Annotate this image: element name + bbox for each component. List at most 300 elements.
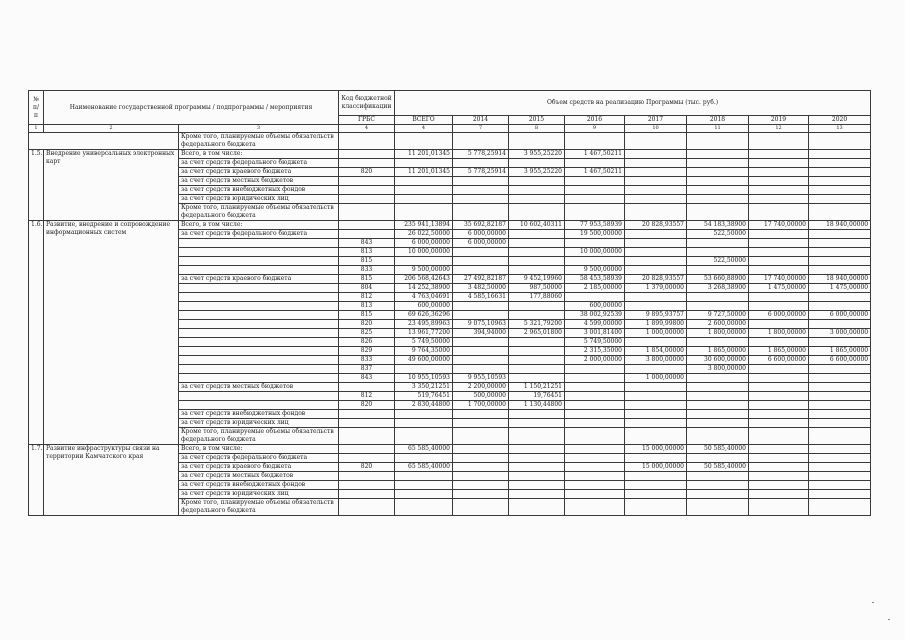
amount-cell (453, 347, 509, 356)
amount-cell (687, 239, 749, 248)
amount-cell: 69 626,36296 (395, 311, 453, 320)
grbs-code-cell (339, 481, 395, 490)
funding-source-label (179, 257, 339, 266)
amount-cell: 65 585,40000 (395, 445, 453, 454)
amount-cell: 50 585,40000 (687, 445, 749, 454)
amount-cell: 9 452,19960 (509, 275, 565, 284)
amount-cell: 3 800,00000 (625, 356, 687, 365)
grbs-code-cell (339, 221, 395, 230)
amount-cell: 600,00000 (565, 302, 625, 311)
amount-cell (509, 347, 565, 356)
funding-source-label: за счет средств местных бюджетов (179, 472, 339, 481)
amount-cell (453, 356, 509, 365)
amount-cell: 2 965,01800 (509, 329, 565, 338)
amount-cell (395, 454, 453, 463)
index-cell: 1 (29, 125, 44, 133)
table-row (29, 445, 871, 454)
amount-cell (749, 374, 809, 383)
amount-cell: 2 200,00000 (453, 383, 509, 392)
amount-cell (687, 150, 749, 159)
funding-source-label (179, 374, 339, 383)
funding-source-label (179, 347, 339, 356)
amount-cell (687, 159, 749, 168)
grbs-code-cell (339, 177, 395, 186)
amount-cell: 1 800,00000 (687, 329, 749, 338)
amount-cell (453, 302, 509, 311)
funding-source-label: за счет средств краевого бюджета (179, 168, 339, 177)
amount-cell (687, 195, 749, 204)
amount-cell (749, 204, 809, 221)
amount-cell: 1 854,00000 (625, 347, 687, 356)
amount-cell (687, 392, 749, 401)
grbs-code-cell (339, 445, 395, 454)
amount-cell: 6 600,00000 (749, 356, 809, 365)
amount-cell: 5 778,25914 (453, 150, 509, 159)
amount-cell (625, 490, 687, 499)
amount-cell (395, 410, 453, 419)
section-name: Развитие инфраструктуры связи на территории Камчатского края (44, 445, 179, 516)
amount-cell (749, 481, 809, 490)
amount-cell (625, 150, 687, 159)
amount-cell (625, 168, 687, 177)
amount-cell: 1 467,50211 (565, 168, 625, 177)
amount-cell (509, 499, 565, 516)
amount-cell (809, 374, 871, 383)
funding-source-label: Всего, в том числе: (179, 221, 339, 230)
amount-cell (749, 401, 809, 410)
amount-cell (509, 374, 565, 383)
amount-cell (809, 168, 871, 177)
header-year-2017: 2017 (625, 116, 687, 125)
header-program-name: Наименование государственной программы / подпрограммы / мероприятия (44, 91, 339, 125)
amount-cell (395, 177, 453, 186)
amount-cell: 9 075,10963 (453, 320, 509, 329)
amount-cell: 6 000,00000 (749, 311, 809, 320)
amount-cell (509, 133, 565, 150)
funding-source-label (179, 320, 339, 329)
scan-speck (888, 619, 890, 620)
amount-cell (509, 248, 565, 257)
amount-cell (509, 428, 565, 445)
amount-cell: 11 201,01345 (395, 150, 453, 159)
header-year-2018: 2018 (687, 116, 749, 125)
amount-cell (395, 490, 453, 499)
amount-cell (453, 159, 509, 168)
amount-cell: 18 940,00000 (809, 221, 871, 230)
funding-source-label (179, 329, 339, 338)
grbs-code-cell (339, 490, 395, 499)
amount-cell: 3 000,00000 (809, 329, 871, 338)
amount-cell (749, 454, 809, 463)
amount-cell (809, 133, 871, 150)
amount-cell: 6 600,00000 (809, 356, 871, 365)
amount-cell (453, 499, 509, 516)
grbs-code-cell (339, 204, 395, 221)
amount-cell (395, 133, 453, 150)
amount-cell (687, 374, 749, 383)
amount-cell (687, 168, 749, 177)
index-cell: 4 (395, 125, 453, 133)
amount-cell (565, 410, 625, 419)
amount-cell: 1 700,00000 (453, 401, 509, 410)
amount-cell (453, 490, 509, 499)
amount-cell: 394,94000 (453, 329, 509, 338)
funding-source-label (179, 293, 339, 302)
amount-cell (749, 239, 809, 248)
amount-cell: 65 585,40000 (395, 463, 453, 472)
amount-cell (453, 419, 509, 428)
amount-cell (809, 490, 871, 499)
amount-cell (749, 266, 809, 275)
amount-cell (749, 302, 809, 311)
grbs-code-cell (339, 410, 395, 419)
amount-cell (565, 490, 625, 499)
amount-cell (749, 168, 809, 177)
amount-cell: 3 955,25220 (509, 168, 565, 177)
amount-cell (509, 239, 565, 248)
amount-cell (809, 481, 871, 490)
amount-cell: 4 763,04691 (395, 293, 453, 302)
empty-cell (29, 133, 179, 150)
amount-cell: 10 000,00000 (395, 248, 453, 257)
grbs-code-cell: 826 (339, 338, 395, 347)
amount-cell (687, 248, 749, 257)
amount-cell (625, 195, 687, 204)
amount-cell (395, 257, 453, 266)
amount-cell: 6 000,00000 (395, 239, 453, 248)
index-cell: 10 (625, 125, 687, 133)
amount-cell (453, 428, 509, 445)
amount-cell: 5 749,50000 (565, 338, 625, 347)
amount-cell (395, 159, 453, 168)
index-cell: 2 (44, 125, 179, 133)
amount-cell: 987,50000 (509, 284, 565, 293)
amount-cell (687, 472, 749, 481)
amount-cell (509, 177, 565, 186)
index-cell: 13 (809, 125, 871, 133)
amount-cell: 6 000,00000 (809, 311, 871, 320)
header-funding-volume: Объем средств на реализацию Программы (тыс. руб.) (395, 91, 871, 116)
amount-cell (625, 454, 687, 463)
amount-cell: 10 955,10593 (395, 374, 453, 383)
amount-cell: 58 453,58939 (565, 275, 625, 284)
table-row (29, 221, 871, 230)
amount-cell: 9 764,35000 (395, 347, 453, 356)
header-total: ВСЕГО (395, 116, 453, 125)
program-funding-table (28, 90, 871, 516)
amount-cell (625, 419, 687, 428)
index-cell: 12 (749, 125, 809, 133)
index-cell: 7 (453, 125, 509, 133)
amount-cell: 1 150,21251 (509, 383, 565, 392)
funding-source-label: Всего, в том числе: (179, 445, 339, 454)
section-name: Развитие, внедрение и сопровождение информационных систем (44, 221, 179, 445)
amount-cell (809, 248, 871, 257)
amount-cell (809, 454, 871, 463)
funding-source-label: Всего, в том числе: (179, 150, 339, 159)
amount-cell (565, 186, 625, 195)
amount-cell (809, 230, 871, 239)
amount-cell (749, 499, 809, 516)
amount-cell: 6 000,00000 (453, 230, 509, 239)
amount-cell (453, 133, 509, 150)
amount-cell (453, 266, 509, 275)
funding-source-label: за счет средств внебюджетных фондов (179, 481, 339, 490)
amount-cell (687, 293, 749, 302)
section-number: 1.7. (29, 445, 44, 516)
amount-cell: 4 585,16631 (453, 293, 509, 302)
amount-cell (509, 159, 565, 168)
amount-cell: 5 749,50000 (395, 338, 453, 347)
amount-cell: 50 585,40000 (687, 463, 749, 472)
amount-cell (565, 293, 625, 302)
amount-cell (749, 490, 809, 499)
grbs-code-cell: 820 (339, 168, 395, 177)
amount-cell: 1 800,00000 (749, 329, 809, 338)
amount-cell (809, 419, 871, 428)
header-grbs: ГРБС (339, 116, 395, 125)
amount-cell: 2 315,35000 (565, 347, 625, 356)
funding-source-label: Кроме того, планируемые объемы обязательств федерального бюджета (179, 204, 339, 221)
header-year-2020: 2020 (809, 116, 871, 125)
amount-cell (809, 266, 871, 275)
amount-cell: 9 500,00000 (395, 266, 453, 275)
amount-cell (687, 266, 749, 275)
amount-cell (749, 419, 809, 428)
amount-cell (625, 302, 687, 311)
amount-cell (809, 186, 871, 195)
amount-cell (565, 374, 625, 383)
amount-cell: 5 321,79200 (509, 320, 565, 329)
amount-cell: 1 000,00000 (625, 374, 687, 383)
amount-cell (687, 338, 749, 347)
grbs-code-cell: 813 (339, 248, 395, 257)
grbs-code-cell: 820 (339, 401, 395, 410)
funding-source-label (179, 284, 339, 293)
amount-cell: 6 000,00000 (453, 239, 509, 248)
amount-cell (453, 338, 509, 347)
amount-cell (565, 383, 625, 392)
funding-source-label: Кроме того, планируемые объемы обязательств федерального бюджета (179, 428, 339, 445)
amount-cell: 9 500,00000 (565, 266, 625, 275)
grbs-code-cell: 825 (339, 329, 395, 338)
amount-cell (625, 481, 687, 490)
amount-cell (453, 481, 509, 490)
amount-cell (395, 428, 453, 445)
funding-source-label (179, 338, 339, 347)
amount-cell (809, 239, 871, 248)
amount-cell (453, 365, 509, 374)
amount-cell (565, 454, 625, 463)
funding-source-label: за счет средств краевого бюджета (179, 463, 339, 472)
table-body (29, 133, 871, 516)
amount-cell: 10 602,40311 (509, 221, 565, 230)
grbs-code-cell (339, 454, 395, 463)
grbs-code-cell (339, 159, 395, 168)
amount-cell (625, 338, 687, 347)
amount-cell (625, 392, 687, 401)
amount-cell (565, 481, 625, 490)
scan-speck (872, 602, 874, 603)
amount-cell: 3 955,25220 (509, 150, 565, 159)
funding-source-label (179, 239, 339, 248)
amount-cell (565, 177, 625, 186)
amount-cell (625, 186, 687, 195)
amount-cell (565, 204, 625, 221)
amount-cell (749, 472, 809, 481)
amount-cell (565, 401, 625, 410)
amount-cell (565, 472, 625, 481)
amount-cell (509, 490, 565, 499)
funding-source-label: за счет средств местных бюджетов (179, 177, 339, 186)
amount-cell (509, 410, 565, 419)
amount-cell (809, 195, 871, 204)
amount-cell: 26 022,50000 (395, 230, 453, 239)
grbs-code-cell (339, 195, 395, 204)
amount-cell (687, 428, 749, 445)
grbs-code-cell: 837 (339, 365, 395, 374)
amount-cell: 206 568,42643 (395, 275, 453, 284)
amount-cell (509, 472, 565, 481)
amount-cell (395, 481, 453, 490)
amount-cell (809, 499, 871, 516)
amount-cell (749, 230, 809, 239)
amount-cell (809, 257, 871, 266)
amount-cell: 4 599,00000 (565, 320, 625, 329)
amount-cell (509, 481, 565, 490)
amount-cell: 18 940,00000 (809, 275, 871, 284)
amount-cell: 11 201,01345 (395, 168, 453, 177)
header-year-2019: 2019 (749, 116, 809, 125)
amount-cell: 1 475,00000 (809, 284, 871, 293)
amount-cell: 49 600,00000 (395, 356, 453, 365)
amount-cell (809, 302, 871, 311)
amount-cell: 3 268,38900 (687, 284, 749, 293)
amount-cell (749, 320, 809, 329)
section-number: 1.6. (29, 221, 44, 445)
amount-cell (687, 302, 749, 311)
amount-cell (809, 320, 871, 329)
amount-cell: 9 727,50000 (687, 311, 749, 320)
amount-cell (625, 293, 687, 302)
amount-cell (509, 311, 565, 320)
amount-cell: 17 740,00000 (749, 275, 809, 284)
amount-cell: 3 800,00000 (687, 365, 749, 374)
header-year-2015: 2015 (509, 116, 565, 125)
amount-cell (625, 177, 687, 186)
amount-cell (749, 338, 809, 347)
amount-cell (509, 463, 565, 472)
amount-cell (809, 159, 871, 168)
amount-cell (749, 392, 809, 401)
amount-cell (625, 401, 687, 410)
funding-source-label: за счет средств юридических лиц (179, 195, 339, 204)
amount-cell (749, 383, 809, 392)
amount-cell (395, 499, 453, 516)
amount-cell: 522,50000 (687, 257, 749, 266)
amount-cell (749, 463, 809, 472)
amount-cell (509, 204, 565, 221)
grbs-code-cell: 820 (339, 320, 395, 329)
amount-cell (453, 195, 509, 204)
amount-cell: 235 941,13894 (395, 221, 453, 230)
funding-source-label: за счет средств федерального бюджета (179, 159, 339, 168)
amount-cell (809, 410, 871, 419)
amount-cell (509, 195, 565, 204)
amount-cell (749, 365, 809, 374)
funding-source-label: за счет средств федерального бюджета (179, 230, 339, 239)
amount-cell (509, 257, 565, 266)
funding-source-label (179, 311, 339, 320)
amount-cell (565, 365, 625, 374)
amount-cell (565, 499, 625, 516)
grbs-code-cell: 829 (339, 347, 395, 356)
amount-cell: 30 600,00000 (687, 356, 749, 365)
amount-cell (687, 383, 749, 392)
amount-cell (565, 195, 625, 204)
amount-cell (809, 365, 871, 374)
amount-cell (509, 419, 565, 428)
amount-cell: 53 660,88900 (687, 275, 749, 284)
amount-cell (625, 133, 687, 150)
amount-cell (809, 445, 871, 454)
amount-cell: 17 740,00000 (749, 221, 809, 230)
amount-cell: 23 495,89963 (395, 320, 453, 329)
grbs-code-cell (339, 383, 395, 392)
amount-cell (749, 257, 809, 266)
amount-cell: 177,88060 (509, 293, 565, 302)
amount-cell (687, 186, 749, 195)
grbs-code-cell (339, 186, 395, 195)
amount-cell (687, 499, 749, 516)
amount-cell (395, 186, 453, 195)
amount-cell: 1 130,44800 (509, 401, 565, 410)
amount-cell (453, 454, 509, 463)
amount-cell (509, 266, 565, 275)
amount-cell (749, 177, 809, 186)
amount-cell: 1 475,00000 (749, 284, 809, 293)
amount-cell (453, 204, 509, 221)
amount-cell (749, 159, 809, 168)
funding-source-label (179, 392, 339, 401)
amount-cell (687, 454, 749, 463)
amount-cell (809, 204, 871, 221)
amount-cell (687, 410, 749, 419)
header-year-2016: 2016 (565, 116, 625, 125)
grbs-code-cell (339, 230, 395, 239)
grbs-code-cell: 812 (339, 293, 395, 302)
amount-cell (625, 204, 687, 221)
amount-cell: 27 492,82187 (453, 275, 509, 284)
amount-cell: 20 828,93557 (625, 221, 687, 230)
amount-cell (687, 204, 749, 221)
amount-cell: 9 895,93757 (625, 311, 687, 320)
index-cell: 9 (565, 125, 625, 133)
amount-cell: 15 000,00000 (625, 463, 687, 472)
grbs-code-cell: 833 (339, 266, 395, 275)
amount-cell (565, 428, 625, 445)
amount-cell (749, 410, 809, 419)
grbs-code-cell: 820 (339, 463, 395, 472)
grbs-code-cell (339, 419, 395, 428)
amount-cell: 600,00000 (395, 302, 453, 311)
funding-source-label: за счет средств юридических лиц (179, 490, 339, 499)
amount-cell (453, 177, 509, 186)
amount-cell (509, 445, 565, 454)
amount-cell (809, 472, 871, 481)
amount-cell (509, 356, 565, 365)
amount-cell: 1 865,00000 (809, 347, 871, 356)
